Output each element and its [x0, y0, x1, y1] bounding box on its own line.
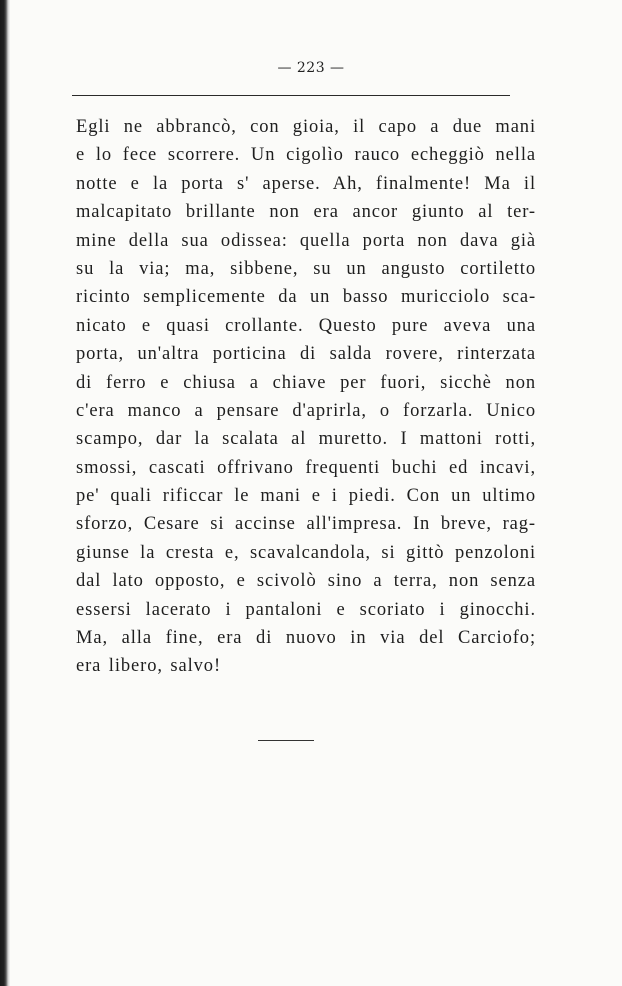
end-rule — [258, 740, 314, 741]
text-line: su la via; ma, sibbene, su un angusto cortiletto — [76, 258, 536, 279]
text-line: giunse la cresta e, scavalcandola, si gittò penzoloni — [76, 542, 536, 563]
text-line: porta, un'altra porticina di salda rovere, rinterzata — [76, 344, 536, 365]
text-line: malcapitato brillante non era ancor giunto al ter- — [76, 202, 536, 223]
text-line: notte e la porta s' aperse. Ah, finalmente! Ma il — [76, 173, 536, 194]
header-rule — [72, 95, 510, 96]
text-line: pe' quali rificcar le mani e i piedi. Con un ultimo — [76, 486, 536, 507]
text-line: Egli ne abbrancò, con gioia, il capo a due mani — [76, 117, 536, 137]
text-line: scampo, dar la scalata al muretto. I mattoni rotti, — [76, 429, 536, 450]
text-line: mine della sua odissea: quella porta non dava già — [76, 230, 536, 251]
text-line: smossi, cascati offrivano frequenti buchi ed incavi, — [76, 457, 536, 478]
text-line: era libero, salvo! — [76, 656, 222, 677]
page-binding-edge — [0, 0, 10, 986]
text-line: ricinto semplicemente da un basso muricciolo sca- — [76, 287, 536, 308]
text-line: di ferro e chiusa a chiave per fuori, sicchè non — [76, 372, 536, 393]
text-line: sforzo, Cesare si accinse all'impresa. In breve, rag- — [76, 514, 536, 535]
page-number: — 223 — — [277, 60, 345, 76]
body-text — [76, 113, 536, 681]
text-line: Ma, alla fine, era di nuovo in via del Carciofo; — [76, 628, 536, 649]
text-line: e lo fece scorrere. Un cigolìo rauco echeggiò nella — [76, 145, 536, 166]
text-line: essersi lacerato i pantaloni e scoriato i ginocchi. — [76, 599, 536, 620]
text-line: nicato e quasi crollante. Questo pure aveva una — [76, 315, 536, 336]
text-line: dal lato opposto, e scivolò sino a terra, non senza — [76, 571, 536, 592]
text-line: c'era manco a pensare d'aprirla, o forzarla. Unico — [76, 400, 536, 421]
